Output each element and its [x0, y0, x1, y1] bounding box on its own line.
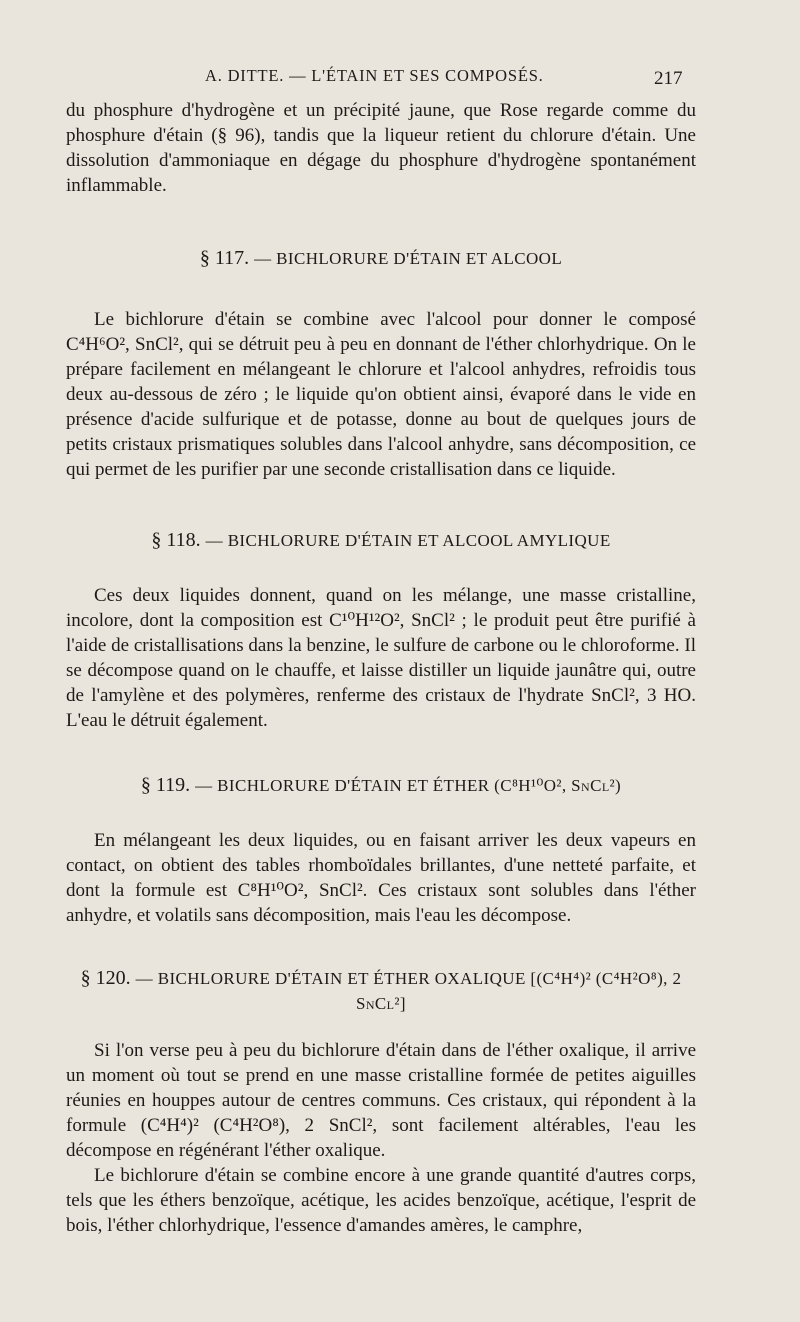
section-heading-119: [66, 773, 696, 798]
section-number: § 119.: [140, 774, 191, 796]
page-number: 217: [654, 68, 683, 89]
paragraph: Ces deux liquides donnent, quand on les mélange, une masse cristalline, incolore, dont la composition est C¹⁰H¹²O², SnCl² ; le produit peut être purifié à l'aide de cristallisations dans la benzine, le sulfure de carbone ou le chloroforme. Il se décompose quand on le chauffe, et laisse distiller un liquide jaunâtre qui, outre de l'amylène et des polymères, renferme des cristaux de l'hydrate SnCl², 3 HO. L'eau le détruit également.: [66, 585, 696, 731]
paragraph: En mélangeant les deux liquides, ou en faisant arriver les deux vapeurs en contact, on obtient des tables rhomboïdales brillantes, d'une netteté parfaite, et dont la formule est C⁸H¹⁰O², SnCl². Ces cristaux sont solubles dans l'éther anhydre, et volatils sans décomposition, mais l'eau les décompose.: [66, 830, 696, 926]
section-number: § 117.: [199, 247, 250, 269]
running-title: A. DITTE. — L'ÉTAIN ET SES COMPOSÉS.: [205, 66, 544, 85]
section-title: — BICHLORURE D'ÉTAIN ET ÉTHER (C⁸H¹⁰O², SnCl²): [195, 776, 622, 795]
paragraph: Le bichlorure d'étain se combine encore à une grande quantité d'autres corps, tels que les éthers benzoïque, acétique, les acides benzoïque, acétique, l'esprit de bois, l'éther chlorhydrique, l'essence d'amandes amères, le camphre,: [66, 1165, 696, 1236]
section-number: § 120.: [80, 967, 131, 989]
section-title: — BICHLORURE D'ÉTAIN ET ALCOOL AMYLIQUE: [205, 531, 611, 550]
section-title: — BICHLORURE D'ÉTAIN ET ALCOOL: [254, 249, 563, 268]
section-heading-120: [66, 966, 696, 1016]
section-number: § 118.: [151, 529, 201, 551]
page-body: [66, 98, 696, 1238]
paragraph: Si l'on verse peu à peu du bichlorure d'étain dans de l'éther oxalique, il arrive un moment où tout se prend en une masse cristalline formée de petites aiguilles réunies en houppes autour de centres communs. Ces cristaux, qui répondent à la formule (C⁴H⁴)² (C⁴H²O⁸), 2 SnCl², sont facilement altérables, l'eau les décompose en régénérant l'éther oxalique.: [66, 1040, 696, 1161]
paragraph: Le bichlorure d'étain se combine avec l'alcool pour donner le composé C⁴H⁶O², SnCl², qui se détruit peu à peu en donnant de l'éther chlorhydrique. On le prépare facilement en mélangeant le chlorure et l'alcool anhydres, refroidis tous deux au-dessous de zéro ; le liquide qu'on obtient ainsi, évaporé dans le vide en présence d'acide sulfurique et de potasse, donne au bout de quelques jours de petits cristaux prismatiques solubles dans l'alcool anhydre, sans décomposition, ce qui permet de les purifier par une seconde cristallisation dans ce liquide.: [66, 309, 696, 480]
section-heading-117: [66, 246, 696, 271]
section-heading-118: [66, 528, 696, 553]
intro-paragraph: du phosphure d'hydrogène et un précipité jaune, que Rose regarde comme du phosphure d'étain (§ 96), tandis que la liqueur retient du chlorure d'étain. Une dissolution d'ammoniaque en dégage du phosphure d'hydrogène spontanément inflammable.: [66, 100, 696, 196]
section-title: — BICHLORURE D'ÉTAIN ET ÉTHER OXALIQUE [(C⁴H⁴)² (C⁴H²O⁸), 2 SnCl²]: [135, 969, 682, 1013]
running-head: [0, 66, 800, 96]
